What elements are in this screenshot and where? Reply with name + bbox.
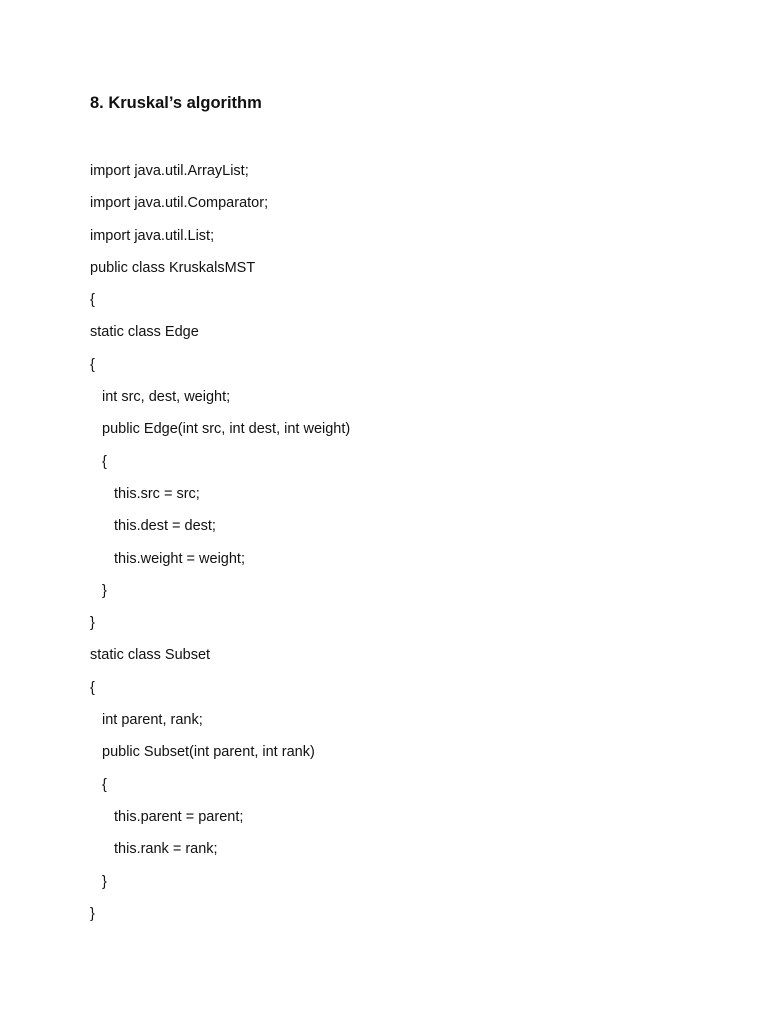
code-line: } (90, 615, 95, 632)
code-line: import java.util.ArrayList; (90, 163, 249, 179)
code-line: import java.util.Comparator; (90, 195, 269, 212)
code-line: this.dest = dest; (114, 518, 216, 535)
code-line: { (102, 776, 107, 793)
code-line: int src, dest, weight; (102, 389, 231, 406)
code-line: public Subset(int parent, int rank) (102, 744, 315, 761)
code-line: static class Edge (90, 324, 199, 341)
code-line: this.parent = parent; (114, 808, 244, 825)
section-heading: 8. Kruskal’s algorithm (90, 94, 262, 112)
code-line: { (102, 453, 107, 470)
code-line: static class Subset (90, 647, 211, 664)
code-line: { (90, 292, 95, 309)
code-line: public class KruskalsMST (90, 259, 256, 276)
code-line: int parent, rank; (102, 712, 203, 729)
code-line: public Edge(int src, int dest, int weight) (102, 421, 351, 438)
code-line: } (102, 582, 107, 599)
code-line: } (102, 873, 107, 890)
code-line: this.rank = rank; (114, 841, 218, 858)
code-line: import java.util.List; (90, 227, 215, 244)
code-line: { (90, 679, 95, 696)
code-block (90, 161, 350, 936)
code-line: this.src = src; (114, 485, 200, 502)
code-line: } (90, 905, 95, 922)
code-line: this.weight = weight; (114, 550, 245, 567)
code-line: { (90, 356, 95, 373)
